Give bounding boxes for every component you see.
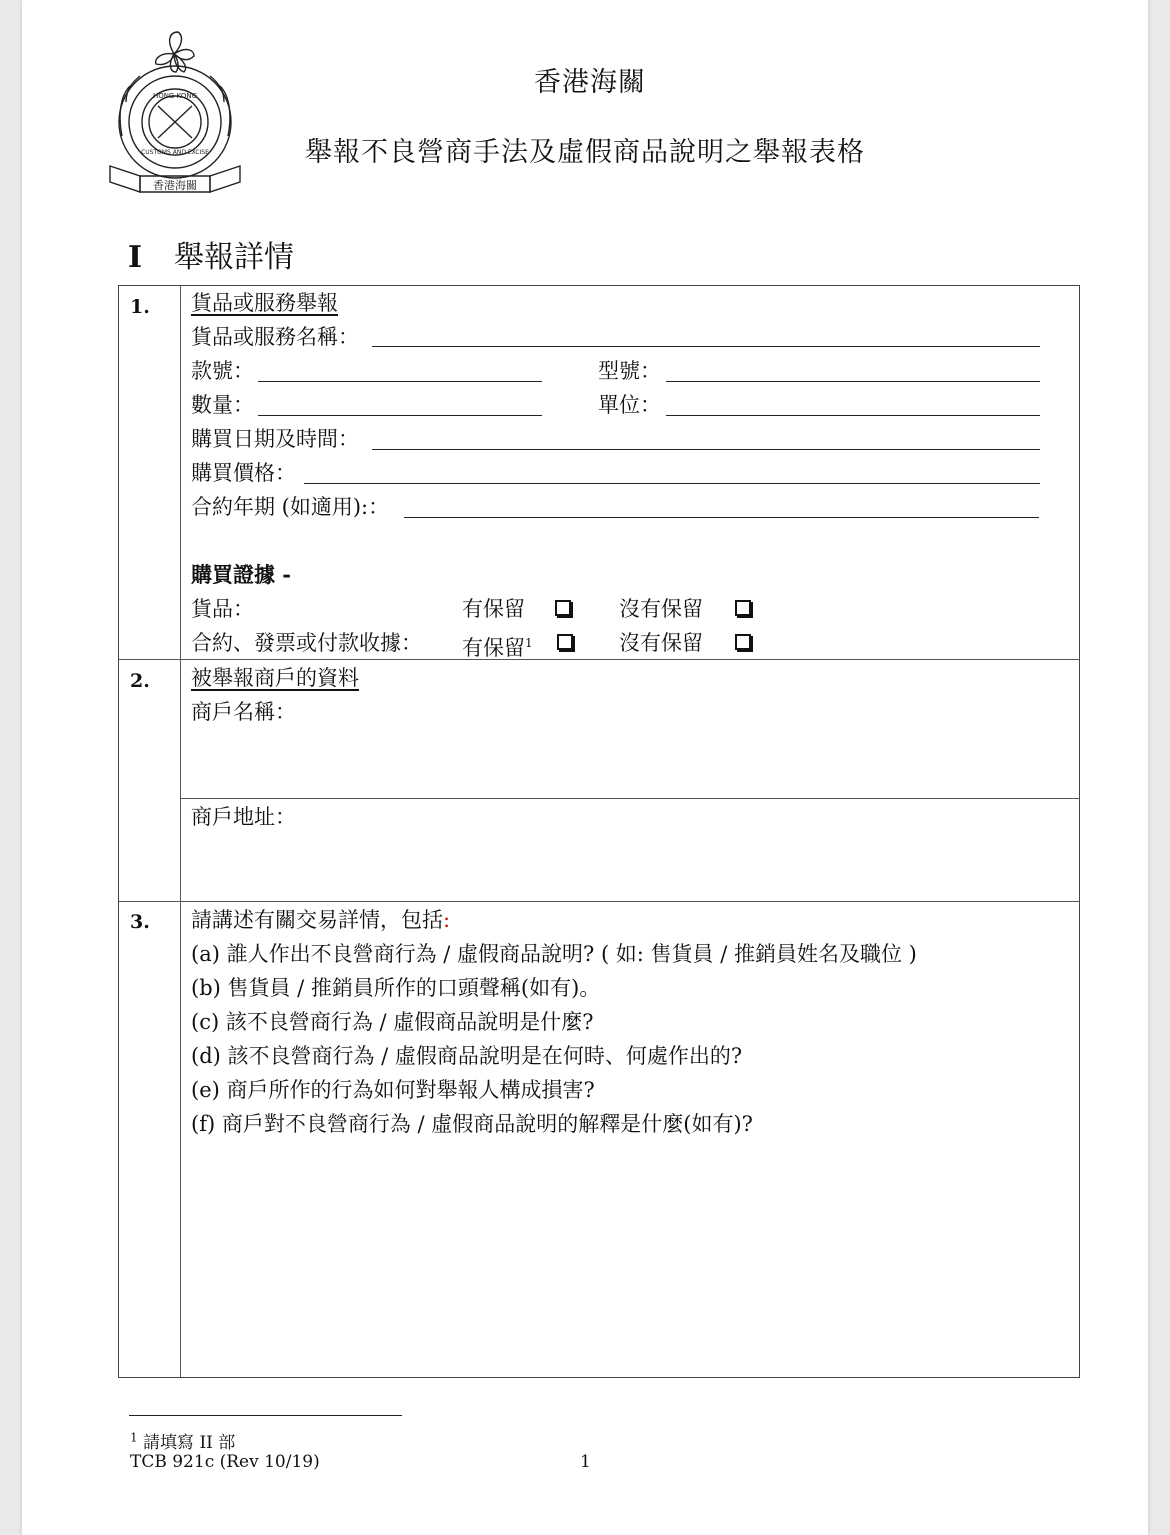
unit-label: 單位： xyxy=(598,393,661,417)
quantity-label: 數量： xyxy=(191,393,254,417)
merchant-name-field[interactable] xyxy=(182,728,1078,796)
row-divider-1 xyxy=(119,659,1080,660)
question-b: (b) 售貨員 / 推銷員所作的口頭聲稱(如有)。 xyxy=(191,976,601,1000)
item-name-field[interactable] xyxy=(372,346,1040,347)
merchant-name-label: 商戶名稱： xyxy=(191,700,296,724)
customs-emblem xyxy=(100,26,250,202)
row-divider-merchant xyxy=(181,798,1080,799)
merchant-address-field[interactable] xyxy=(182,832,1078,898)
goods-services-heading: 貨品或服務舉報 xyxy=(191,291,338,315)
section-heading xyxy=(128,232,294,276)
footnote xyxy=(130,1428,235,1453)
merchant-address-label: 商戶地址： xyxy=(191,805,296,829)
proof-contract-not-retained-label: 沒有保留 xyxy=(619,631,703,655)
purchase-datetime-label: 購買日期及時間： xyxy=(191,427,359,451)
style-no-label: 款號： xyxy=(191,359,254,383)
footnote-number: 1 xyxy=(130,1430,138,1445)
proof-of-purchase-heading: 購買證據 - xyxy=(191,562,292,587)
row-number-2: 2. xyxy=(130,670,150,692)
purchase-price-label: 購買價格： xyxy=(191,461,296,485)
item-name-label: 貨品或服務名稱： xyxy=(191,325,359,349)
question-a: (a) 誰人作出不良營商行為 / 虛假商品說明? ( 如: 售貨員 / 推銷員姓名及職位 ) xyxy=(191,942,917,966)
emblem-svg xyxy=(100,26,250,198)
unit-field[interactable] xyxy=(666,415,1040,416)
question-e: (e) 商戶所作的行為如何對舉報人構成損害? xyxy=(191,1078,595,1102)
document-page xyxy=(22,0,1148,1535)
contract-period-label: 合約年期 (如適用):： xyxy=(191,495,390,519)
proof-goods-not-retained-label: 沒有保留 xyxy=(619,597,703,621)
emblem-ring-text-bottom: CUSTOMS AND EXCISE xyxy=(141,149,209,156)
emblem-banner-text: 香港海關 xyxy=(153,179,197,192)
proof-goods-retained-label: 有保留 xyxy=(462,597,525,621)
question-d: (d) 該不良營商行為 / 虛假商品說明是在何時、何處作出的? xyxy=(191,1044,743,1068)
question-c: (c) 該不良營商行為 / 虛假商品說明是什麼? xyxy=(191,1010,594,1034)
proof-contract-not-retained-checkbox[interactable] xyxy=(735,634,751,650)
transaction-intro-colon: : xyxy=(443,908,451,932)
model-no-field[interactable] xyxy=(666,381,1040,382)
style-no-field[interactable] xyxy=(258,381,542,382)
transaction-intro-text: 請講述有關交易詳情，包括 xyxy=(191,908,443,932)
agency-title: 香港海關 xyxy=(534,67,646,98)
proof-contract-label: 合約、發票或付款收據： xyxy=(191,631,422,655)
proof-goods-not-retained-checkbox[interactable] xyxy=(735,600,751,616)
emblem-ring-text-top: HONG KONG xyxy=(152,92,198,100)
transaction-details-intro xyxy=(191,908,450,932)
row-number-3: 3. xyxy=(130,911,150,933)
form-title: 舉報不良營商手法及虛假商品說明之舉報表格 xyxy=(305,137,865,168)
section-title: 舉報詳情 xyxy=(174,240,294,275)
merchant-info-heading: 被舉報商戶的資料 xyxy=(191,666,359,690)
proof-goods-label: 貨品： xyxy=(191,597,254,621)
footnote-text: 請填寫 II 部 xyxy=(143,1433,236,1453)
proof-contract-retained-text: 有保留 xyxy=(462,636,525,660)
proof-contract-retained-label xyxy=(462,631,533,660)
model-no-label: 型號： xyxy=(598,359,661,383)
page-number: 1 xyxy=(580,1452,591,1472)
purchase-datetime-field[interactable] xyxy=(372,449,1040,450)
purchase-price-field[interactable] xyxy=(304,483,1040,484)
row-divider-2 xyxy=(119,901,1080,902)
form-code: TCB 921c (Rev 10/19) xyxy=(130,1452,320,1472)
table-column-divider xyxy=(180,286,181,1377)
transaction-details-field[interactable] xyxy=(182,1145,1078,1373)
footnote-separator xyxy=(129,1415,402,1416)
section-number: I xyxy=(128,240,143,275)
row-number-1: 1. xyxy=(130,296,150,318)
proof-contract-retained-checkbox[interactable] xyxy=(557,634,573,650)
quantity-field[interactable] xyxy=(258,415,542,416)
footnote-marker: 1 xyxy=(525,636,533,650)
contract-period-field[interactable] xyxy=(404,517,1039,518)
question-f: (f) 商戶對不良營商行為 / 虛假商品說明的解釋是什麼(如有)? xyxy=(191,1112,753,1136)
proof-goods-retained-checkbox[interactable] xyxy=(555,600,571,616)
